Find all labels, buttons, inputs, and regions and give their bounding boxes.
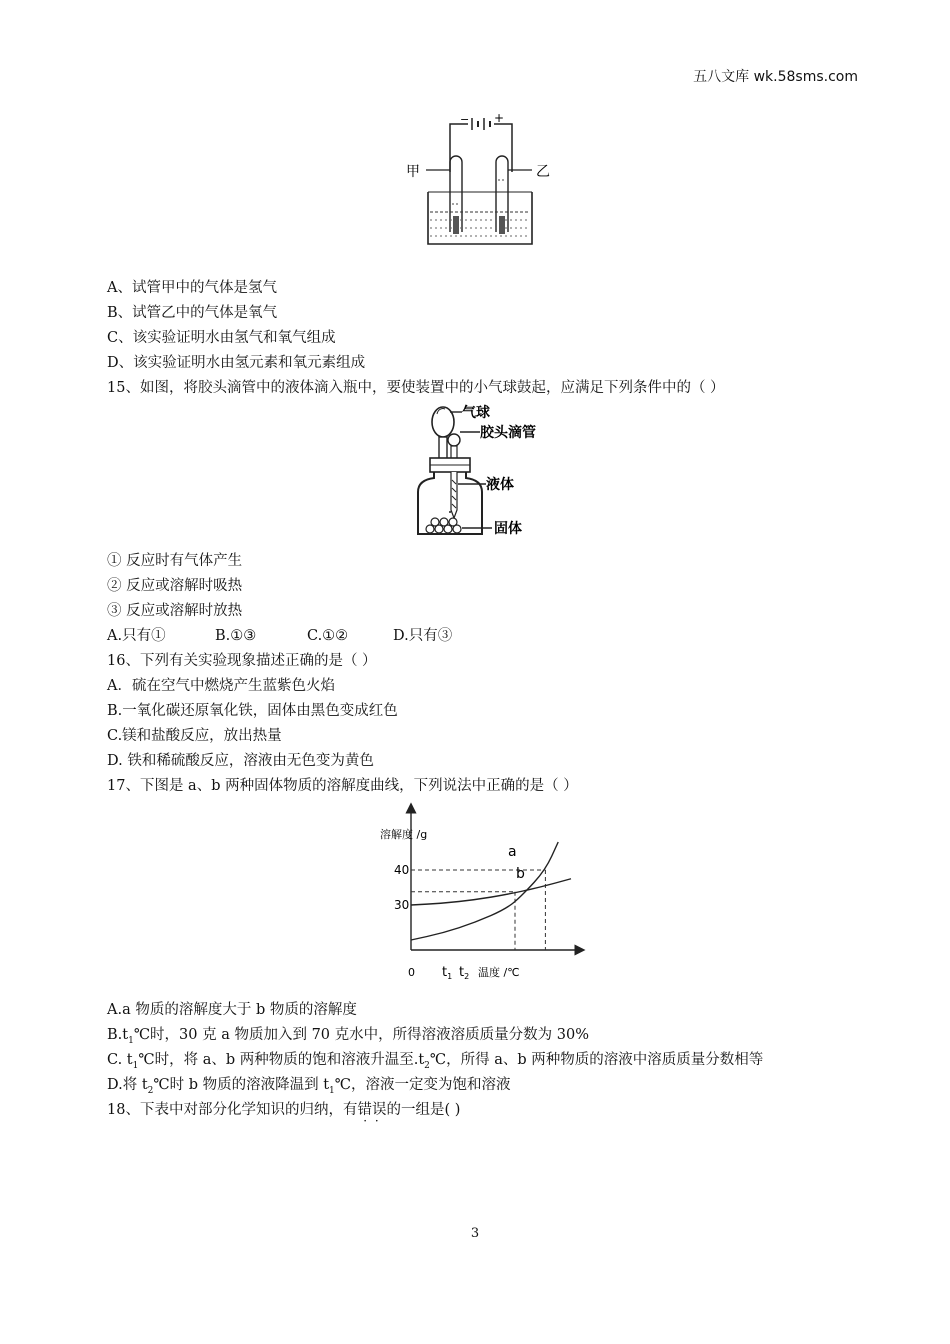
series-a-curve (411, 842, 558, 940)
x-tick-t2: $t_2$ (459, 965, 470, 981)
q15-choice-b: B.①③ (215, 628, 257, 644)
q14-option-d: D、该实验证明水由氢元素和氧元素组成 (107, 355, 366, 371)
solid-particle (449, 518, 457, 526)
solid-particle (440, 518, 448, 526)
label-jia: 甲 (406, 164, 420, 180)
q16-option-a: A．硫在空气中燃烧产生蓝紫色火焰 (107, 678, 335, 694)
balloon-tube (439, 437, 447, 459)
origin-label: 0 (408, 966, 415, 979)
wire (450, 124, 512, 172)
y-tick-30: 30 (394, 898, 410, 912)
dropper-bulb (448, 434, 460, 446)
q16-option-c: C.镁和盐酸反应，放出热量 (107, 728, 282, 744)
q15-choices (107, 624, 452, 645)
series-b-label: b (516, 866, 525, 882)
q15-choice-d: D.只有③ (393, 628, 453, 644)
q15-choice-a: A.只有① (107, 628, 166, 644)
label-solid: 固体 (494, 521, 522, 537)
x-tick-t1: $t_1$ (442, 965, 453, 981)
page-number: 3 (470, 1226, 480, 1241)
plus-sign: + (494, 112, 505, 125)
balloon-bottle-figure (410, 400, 580, 540)
x-axis-label: 温度 /℃ (478, 966, 520, 979)
solid-particle (426, 525, 434, 533)
site-header: 五八文库 wk.58sms.com (693, 69, 858, 85)
q17-option-a: A.a 物质的溶解度大于 b 物质的溶解度 (107, 1002, 357, 1018)
q17-option-d: D.将 $t_2℃$时 b 物质的溶液降温到 $t_1℃$，溶液一定变为饱和溶液 (107, 1077, 511, 1096)
solid-particle (431, 518, 439, 526)
q16-stem: 16、下列有关实验现象描述正确的是（ ） (107, 653, 377, 669)
q15-condition-1: ① 反应时有气体产生 (107, 553, 243, 569)
solubility-chart (380, 800, 590, 990)
q15-condition-2: ② 反应或溶解时吸热 (107, 578, 243, 594)
q15-stem: 15、如图，将胶头滴管中的液体滴入瓶中，要使装置中的小气球鼓起，应满足下列条件中的（ ） (107, 380, 725, 396)
q18-emphasis: 错误 · · (357, 1102, 386, 1118)
electrolysis-figure (400, 112, 560, 252)
q14-option-c: C、该实验证明水由氢气和氧气组成 (107, 330, 336, 346)
q15-choice-c: C.①② (307, 628, 349, 644)
q16-option-b: B.一氧化碳还原氧化铁，固体由黑色变成红色 (107, 703, 398, 719)
q18-stem: 18、下表中对部分化学知识的归纳，有错误 · ·的一组是( ) (107, 1098, 460, 1119)
y-axis-label: 溶解度 /g (380, 828, 428, 841)
q14-option-a: A、试管甲中的气体是氢气 (107, 280, 277, 296)
electrode (453, 216, 459, 234)
label-yi: 乙 (536, 164, 550, 180)
q17-option-b: $B.t_1℃$时，30 克 a 物质加入到 70 克水中，所得溶液溶质质量分数为 30% (107, 1027, 589, 1046)
label-balloon: 气球 (462, 405, 490, 421)
q16-option-d: D. 铁和稀硫酸反应，溶液由无色变为黄色 (107, 753, 374, 769)
minus-sign: − (460, 113, 470, 126)
y-tick-40: 40 (394, 863, 410, 877)
dropper-stem (451, 472, 457, 518)
q15-condition-3: ③ 反应或溶解时放热 (107, 603, 243, 619)
q17-stem: 17、下图是 a、b 两种固体物质的溶解度曲线，下列说法中正确的是（ ） (107, 778, 578, 794)
label-liquid: 液体 (486, 477, 514, 493)
label-dropper: 胶头滴管 (480, 425, 536, 441)
q14-option-b: B、试管乙中的气体是氧气 (107, 305, 278, 321)
q17-option-c: C. $t_1℃$时，将 a、b 两种物质的饱和溶液升温至$.t_2℃$，所得 a、b 两种物质的溶液中溶质质量分数相等 (107, 1052, 764, 1071)
electrode (499, 216, 505, 234)
series-a-label: a (508, 844, 517, 860)
